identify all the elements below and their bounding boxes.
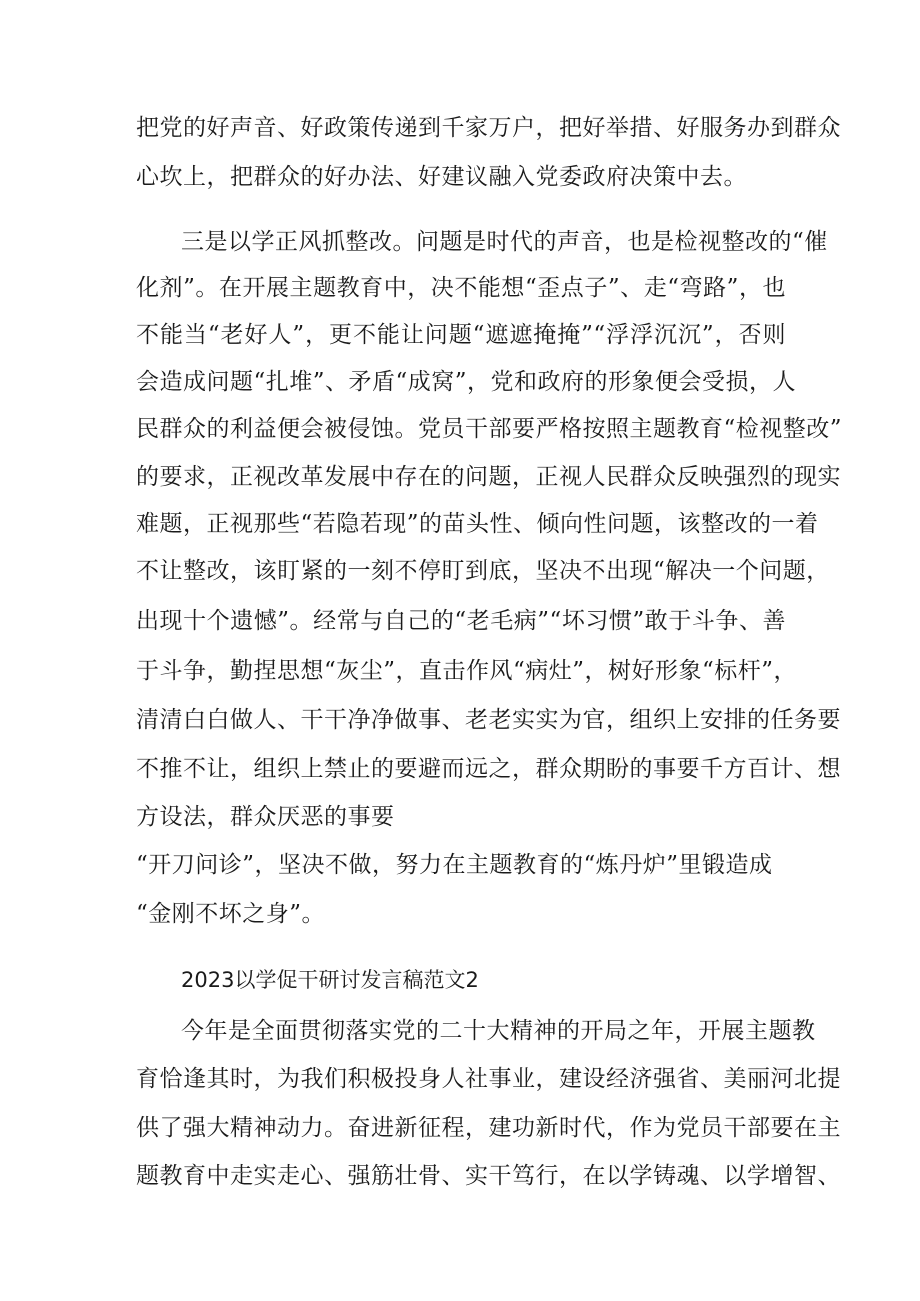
text-line: 难题，正视那些“若隐若现”的苗头性、倾向性问题，该整改的一着 <box>136 511 819 537</box>
text-line: 清清白白做人、干干净净做事、老老实实为官，组织上安排的任务要 <box>136 707 841 733</box>
text-line: 三是以学正风抓整改。问题是时代的声音，也是检视整改的“催 <box>181 229 828 255</box>
text-line: 不推不让，组织上禁止的要避而远之，群众期盼的事要千方百计、想 <box>136 756 841 782</box>
text-line: “金刚不坏之身”。 <box>136 901 326 927</box>
text-line: 不让整改，该盯紧的一刻不停盯到底，坚决不出现“解决一个问题， <box>136 558 830 584</box>
text-line: 出现十个遗憾”。经常与自己的“老毛病”“坏习惯”敢于斗争、善 <box>136 608 786 634</box>
text-line: 化剂”。在开展主题教育中，决不能想“歪点子”、走“弯路”，也 <box>136 275 786 301</box>
text-line: “开刀问诊”，坚决不做，努力在主题教育的“炼丹炉”里锻造成 <box>136 852 773 878</box>
text-line: 心坎上，把群众的好办法、好建议融入党委政府决策中去。 <box>136 164 747 190</box>
section-heading: 2023以学促干研讨发言稿范文2 <box>181 968 479 992</box>
text-line: 方设法，群众厌恶的事要 <box>136 804 395 830</box>
text-line: 把党的好声音、好政策传递到千家万户，把好举措、好服务办到群众 <box>136 115 841 141</box>
text-line: 于斗争，勤捏思想“灰尘”，直击作风“病灶”，树好形象“标杆”， <box>136 658 798 684</box>
text-line: 育恰逢其时，为我们积极投身人社事业，建设经济强省、美丽河北提 <box>136 1066 841 1092</box>
text-line: 供了强大精神动力。奋进新征程，建功新时代，作为党员干部要在主 <box>136 1115 841 1141</box>
text-line: 题教育中走实走心、强筋壮骨、实干笃行，在以学铸魂、以学增智、 <box>136 1163 841 1189</box>
text-line: 民群众的利益便会被侵蚀。党员干部要严格按照主题教育“检视整改” <box>136 416 843 442</box>
text-line: 不能当“老好人”，更不能让问题“遮遮掩掩”“浮浮沉沉”，否则 <box>136 322 786 348</box>
text-line: 的要求，正视改革发展中存在的问题，正视人民群众反映强烈的现实 <box>136 464 841 490</box>
text-line: 今年是全面贯彻落实党的二十大精神的开局之年，开展主题教 <box>181 1018 816 1044</box>
text-line: 会造成问题“扎堆”、矛盾“成窝”，党和政府的形象便会受损，人 <box>136 369 797 395</box>
